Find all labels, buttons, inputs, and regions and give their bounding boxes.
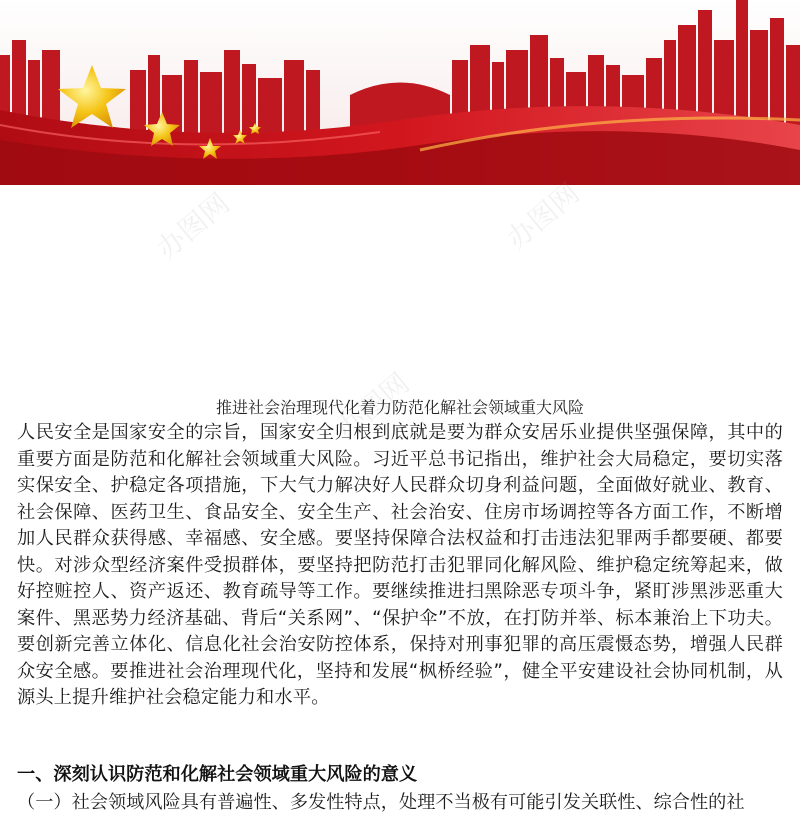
watermark: 办图网 <box>330 366 416 446</box>
section-heading: 一、深刻认识防范和化解社会领域重大风险的意义 <box>17 764 418 785</box>
red-city-skyline-banner <box>0 0 800 185</box>
body-paragraph-continued: （一）社会领域风险具有普遍性、多发性特点，处理不当极有可能引发关联性、综合性的社 <box>17 792 745 813</box>
header-banner <box>0 0 800 185</box>
watermark: 办图网 <box>500 176 586 256</box>
body-paragraph: 人民安全是国家安全的宗旨，国家安全归根到底就是要为群众安居乐业提供坚强保障，其中的重要方面是防范和化解社会领域重大风险。习近平总书记指出，维护社会大局稳定，要切实落实保安全、护稳定各项措施，下大气力解决好人民群众切身利益问题，全面做好就业、教育、社会保障、医药卫生、食品安全、安全生产、社会治安、住房市场调控等各方面工作，不断增加人民群众获得感、幸福感、安全感。要坚持保障合法权益和打击违法犯罪两手都要硬、都要快。对涉众型经济案件受损群体，要坚持把防范打击犯罪同化解风险、维护稳定统筹起来，做好控赃控人、资产返还、教育疏导等工作。要继续推进扫黑除恶专项斗争，紧盯涉黑涉恶重大案件、黑恶势力经济基础、背后“关系网”、“保护伞”不放，在打防并举、标本兼治上下功夫。要创新完善立体化、信息化社会治安防控体系，保持对刑事犯罪的高压震慑态势，增强人民群众安全感。要推进社会治理现代化，坚持和发展“枫桥经验”，健全平安建设社会协同机制，从源头上提升维护社会稳定能力和水平。 <box>17 422 783 708</box>
document-title: 推进社会治理现代化着力防范化解社会领域重大风险 <box>215 398 584 417</box>
watermark: 办图网 <box>150 186 236 266</box>
